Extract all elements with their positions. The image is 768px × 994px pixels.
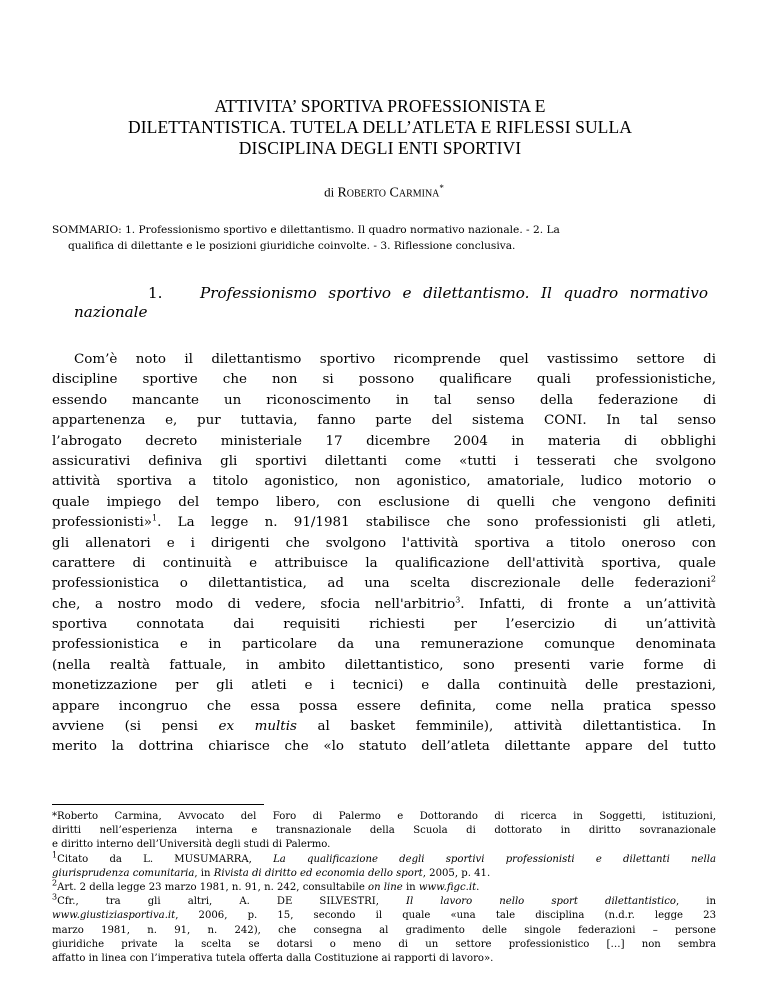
footnote-mark: 3 <box>52 892 58 902</box>
footnote-text-italic: www.giustiziasportiva.it <box>52 910 176 922</box>
footnote-text-italic: www.figc.it <box>418 882 477 894</box>
body-text: . La legge n. 91/1981 stabilisce che sono professionisti gli atleti, <box>157 515 716 531</box>
body-line <box>52 595 716 615</box>
title-line-1: ATTIVITA’ SPORTIVA PROFESSIONISTA E <box>214 96 546 116</box>
footnotes <box>52 810 716 966</box>
footnote-line: marzo 1981, n. 91, n. 242), che consegna al gradimento delle singole federazioni – persone <box>52 924 716 936</box>
footnote-text: Cfr., tra gli altri, A. DE SILVESTRI, <box>57 896 406 908</box>
footnote-text: Art. 2 della legge 23 marzo 1981, n. 91, n. 242, consultabile <box>57 882 369 894</box>
footnote-text: , 2005, p. 41. <box>422 867 491 879</box>
footnote-separator <box>52 804 264 805</box>
summary-line-2: qualifica di dilettante e le posizioni giuridiche coinvolte. - 3. Riflessione conclusiva. <box>68 240 516 252</box>
body-line: professionistica e in particolare da una remunerazione comunque denominata <box>52 637 716 653</box>
body-line: appare incongruo che essa possa essere definita, come nella pratica spesso <box>52 698 716 714</box>
section-heading-line-1: Professionismo sportivo e dilettantismo. Il quadro normativo <box>200 284 708 302</box>
author-footnote-mark: * <box>439 183 444 193</box>
footnote-text: , 2006, p. 15, secondo il quale «una tale disciplina (n.d.r. legge 23 <box>175 910 716 922</box>
body-text: avviene (si pensi <box>52 719 219 735</box>
summary-line-1: SOMMARIO: 1. Professionismo sportivo e dilettantismo. Il quadro normativo nazionale. - 2. La <box>52 224 560 236</box>
footnote-line: *Roberto Carmina, Avvocato del Foro di Palermo e Dottorando di ricerca in Soggetti, istituzioni, <box>52 811 716 822</box>
body-line: carattere di continuità e attribuisce la qualificazione dell'attività sportiva, quale <box>52 555 716 571</box>
footnote-text: in <box>402 882 419 894</box>
body-line: attività sportiva a titolo agonistico, non agonistico, amatoriale, ludico motorio o <box>52 474 716 490</box>
body-line: (nella realtà fattuale, in ambito dilettantistico, sono presenti varie forme di <box>52 657 716 673</box>
author-byline <box>0 180 768 201</box>
footnote-text: Citato da L. MUSUMARRA, <box>57 853 274 865</box>
body-line: l’abrogato decreto ministeriale 17 dicembre 2004 in materia di obblighi <box>52 433 716 449</box>
body-line: gli allenatori e i dirigenti che svolgono l'attività sportiva a titolo oneroso con <box>52 535 716 551</box>
footnote-text-italic: Rivista di diritto ed economia dello sport <box>213 867 423 879</box>
footnote-text: , in <box>194 867 214 879</box>
footnote-text-italic: La qualificazione degli sportivi professionisti e dilettanti nella <box>273 853 716 865</box>
footnote-line: giuridiche private la scelta se dotarsi o meno di un settore professionistico […] non sembra <box>52 938 716 950</box>
body-text: al basket femminile), attività dilettantistica. In <box>296 719 717 735</box>
body-line: quale impiego del tempo libero, con esclusione di quelli che vengono definiti <box>52 494 716 510</box>
footnote-ref-1: 1 <box>152 513 158 523</box>
title-line-3: DISCIPLINA DEGLI ENTI SPORTIVI <box>238 138 522 158</box>
footnote-text-italic: giurisprudenza comunitaria <box>52 867 195 879</box>
body-text: professionisti» <box>52 515 152 531</box>
summary-block <box>52 222 732 254</box>
body-line <box>52 513 716 533</box>
body-line <box>52 574 716 594</box>
footnote-line <box>52 867 716 881</box>
body-line: sportiva connotata dai requisiti richiesti per l’esercizio di un’attività <box>52 617 716 633</box>
section-heading <box>52 284 712 322</box>
footnote-line: e diritto interno dell’Università degli studi di Palermo. <box>52 839 331 851</box>
footnote-ref-3: 3 <box>455 595 461 605</box>
body-line: assicurativi definiva gli sportivi dilettanti come «tutti i tesserati che svolgono <box>52 453 716 469</box>
footnote-line: diritti nell’esperienza interna e transnazionale della Scuola di dottorato in diritto sovranazionale <box>52 825 716 837</box>
body-line: merito la dottrina chiarisce che «lo statuto dell’atleta dilettante appare del tutto <box>52 739 716 755</box>
author-prefix: di <box>324 184 338 200</box>
article-title <box>80 96 680 159</box>
author-name: Roberto Carmina <box>337 185 440 201</box>
body-text-italic: ex multis <box>218 719 297 735</box>
footnote-text-italic: on line <box>368 882 403 894</box>
footnote-line <box>52 909 716 923</box>
section-heading-line-2: nazionale <box>74 303 148 321</box>
body-line <box>52 717 716 737</box>
footnote-ref-2: 2 <box>710 574 716 584</box>
body-line: discipline sportive che non si possono qualificare quali professionistiche, <box>52 372 716 388</box>
footnote-mark: 2 <box>52 878 58 888</box>
footnote-line: affatto in linea con l’imperativa tutela offerta dalla Costituzione ai rapporti di lavoro». <box>52 953 494 965</box>
footnote-mark: 1 <box>52 850 58 860</box>
footnote-text: , in <box>676 896 717 908</box>
body-line: essendo mancante un riconoscimento in tal senso della federazione di <box>52 392 716 408</box>
body-text: che, a nostro modo di vedere, sfocia nell'arbitrio <box>52 596 456 612</box>
footnote-line <box>52 878 716 895</box>
body-line: monetizzazione per gli atleti e i tecnici) e dalla continuità delle prestazioni, <box>52 678 716 694</box>
body-text: . Infatti, di fronte a un’attività <box>460 596 716 612</box>
body-line: appartenenza e, pur tuttavia, fanno parte del sistema CONI. In tal senso <box>52 413 716 429</box>
footnote-line <box>52 892 717 909</box>
title-line-2: DILETTANTISTICA. TUTELA DELL’ATLETA E RIFLESSI SULLA <box>127 117 633 137</box>
body-line: Com’è noto il dilettantismo sportivo ricomprende quel vastissimo settore di <box>74 352 716 367</box>
body-text: professionistica o dilettantistica, ad una scelta discrezionale delle federazioni <box>52 576 711 592</box>
footnote-text: . <box>476 882 480 894</box>
footnote-text-italic: Il lavoro nello sport dilettantistico <box>405 896 676 908</box>
section-number: 1. <box>148 284 163 302</box>
footnote-line <box>52 850 716 867</box>
body-paragraph <box>52 350 716 758</box>
